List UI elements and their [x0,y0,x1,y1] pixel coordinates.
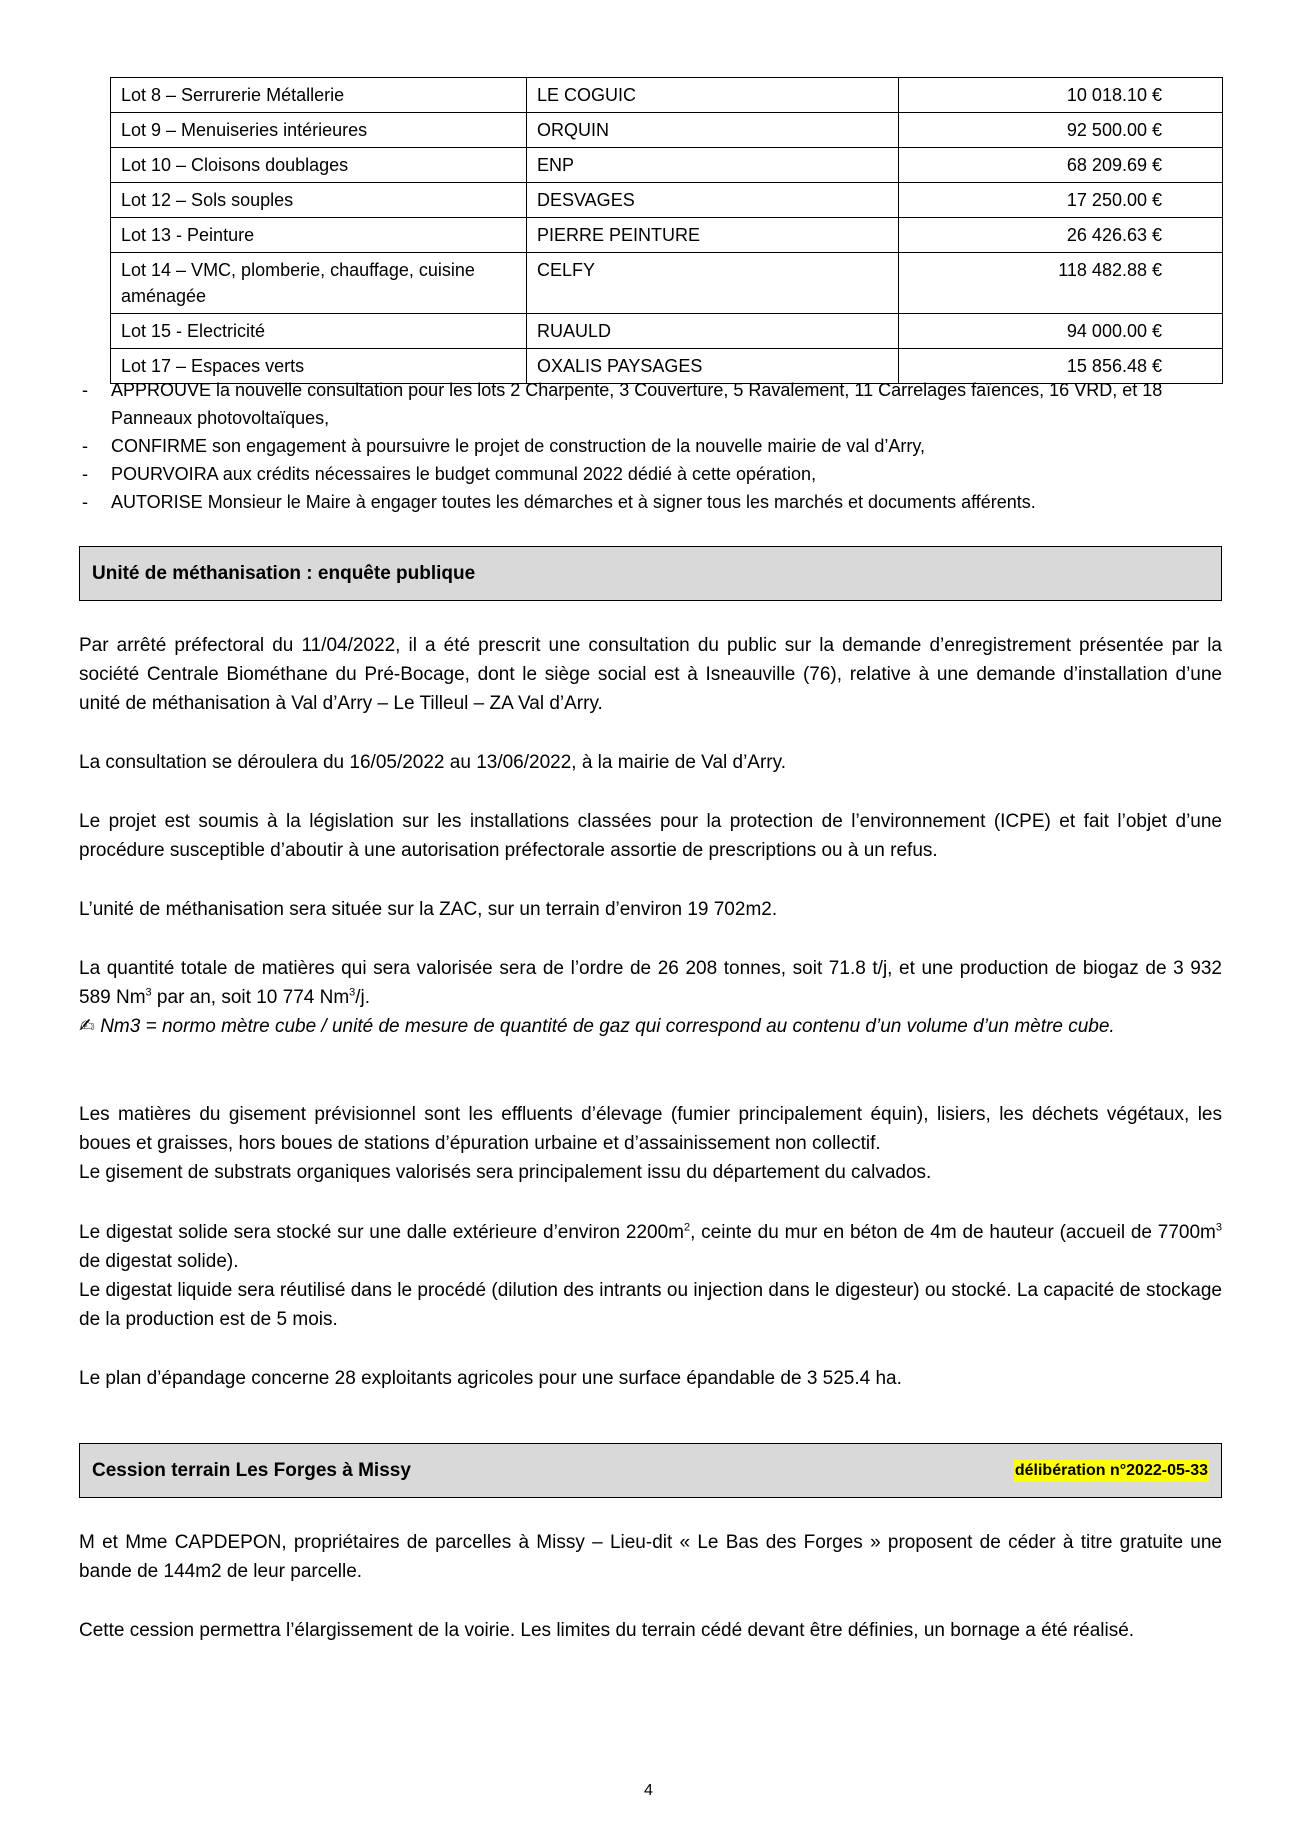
decisions-list [82,376,1227,516]
lot-cell: Lot 15 - Electricité [111,314,527,349]
text-run: Le digestat solide sera stocké sur une dalle extérieure d’environ 2200m [79,1222,684,1243]
paragraph-digestat [79,1218,1222,1334]
section-title: Unité de méthanisation : enquête publique [92,562,476,584]
company-cell: ENP [527,148,899,183]
text-run: La quantité totale de matières qui sera valorisée sera de l’ordre de 26 208 tonnes, soit 71.8 t/j, et une production de biogaz de 3 932 589 Nm [79,958,1222,1008]
text-run: par an, soit 10 774 Nm [151,987,350,1008]
amount-cell: 15 856.48 € [899,349,1223,384]
lot-cell: Lot 8 – Serrurerie Métallerie [111,78,527,113]
list-marker: - [82,492,88,512]
page-number: 4 [644,1782,653,1799]
text-run: de digestat solide). [79,1251,239,1272]
lots-table [110,77,1223,384]
table-row [111,78,1223,113]
list-marker: - [82,436,88,456]
note-nm3: ✍ Nm3 = normo mètre cube / unité de mesure de quantité de gaz qui correspond au contenu d’un volume d’un mètre cube. [79,1016,1115,1037]
lots-table-body [111,78,1223,384]
paragraph-biogaz [79,954,1222,1041]
text-run: /j. [355,987,371,1008]
table-row [111,183,1223,218]
company-cell: DESVAGES [527,183,899,218]
decision-item [82,376,1227,432]
table-row [111,148,1223,183]
paragraph: M et Mme CAPDEPON, propriétaires de parcelles à Missy – Lieu-dit « Le Bas des Forges » proposent de céder à titre gratuite une bande de 144m2 de leur parcelle. [79,1532,1222,1582]
amount-cell: 68 209.69 € [899,148,1223,183]
list-marker: - [82,380,88,400]
table-row [111,113,1223,148]
amount-cell: 94 000.00 € [899,314,1223,349]
decision-item [82,488,1227,516]
paragraph: Cette cession permettra l’élargissement de la voirie. Les limites du terrain cédé devant être définies, un bornage a été réalisé. [79,1620,1135,1641]
superscript: 2 [683,1221,691,1234]
company-cell: PIERRE PEINTURE [527,218,899,253]
company-cell: CELFY [527,253,899,314]
table-row [111,314,1223,349]
company-cell: LE COGUIC [527,78,899,113]
deliberation-number: délibération n°2022-05-33 [1014,1460,1209,1482]
paragraph: Le projet est soumis à la législation sur les installations classées pour la protection de l’environnement (ICPE) et fait l’objet d’une procédure susceptible d’aboutir à une autorisation préfectorale assortie de prescriptions ou à un refus. [79,811,1222,861]
superscript: 3 [1215,1221,1222,1234]
amount-cell: 92 500.00 € [899,113,1223,148]
decision-text: CONFIRME son engagement à poursuivre le projet de construction de la nouvelle mairie de val d’Arry, [111,436,926,456]
company-cell: ORQUIN [527,113,899,148]
paragraph: L’unité de méthanisation sera située sur la ZAC, sur un terrain d’environ 19 702m2. [79,899,778,920]
text-run: Le digestat liquide sera réutilisé dans le procédé (dilution des intrants ou injection dans le digesteur) ou stocké. La capacité de stockage de la production est de 5 mois. [79,1280,1222,1330]
text-run: Le gisement de substrats organiques valorisés sera principalement issu du département du calvados. [79,1162,932,1183]
decision-item [82,460,1227,488]
decision-item [82,432,1227,460]
section-header-cession [79,1443,1222,1498]
table-row [111,253,1223,314]
decision-text: POURVOIRA aux crédits nécessaires le budget communal 2022 dédié à cette opération, [111,464,817,484]
lot-cell: Lot 9 – Menuiseries intérieures [111,113,527,148]
section-title: Cession terrain Les Forges à Missy [92,1459,411,1481]
amount-cell: 118 482.88 € [899,253,1223,314]
decision-text: AUTORISE Monsieur le Maire à engager toutes les démarches et à signer tous les marchés et documents afférents. [111,492,1036,512]
company-cell: RUAULD [527,314,899,349]
paragraph-gisement [79,1100,1222,1187]
decision-text: APPROUVE la nouvelle consultation pour les lots 2 Charpente, 3 Couverture, 5 Ravalement, 11 Carrelages faïences, 16 VRD, et 18 Panneaux photovoltaïques, [111,380,1163,428]
section-header-methanisation [79,546,1222,601]
lot-cell: Lot 10 – Cloisons doublages [111,148,527,183]
superscript: 3 [145,986,152,999]
table-row [111,218,1223,253]
superscript: 3 [349,986,356,999]
lot-cell: Lot 13 - Peinture [111,218,527,253]
text-run: Les matières du gisement prévisionnel sont les effluents d’élevage (fumier principalement équin), lisiers, les déchets végétaux, les boues et graisses, hors boues de stations d’épuration urbaine et d’assainissement non collectif. [79,1104,1222,1154]
paragraph: Par arrêté préfectoral du 11/04/2022, il a été prescrit une consultation du public sur la demande d’enregistrement présentée par la société Centrale Biométhane du Pré-Bocage, dont le siège social est à Isneauville (76), relative à une demande d’installation d’une unité de méthanisation à Val d’Arry – Le Tilleul – ZA Val d’Arry. [79,635,1222,714]
paragraph: Le plan d’épandage concerne 28 exploitants agricoles pour une surface épandable de 3 525.4 ha. [79,1368,902,1389]
lot-cell: Lot 17 – Espaces verts [111,349,527,384]
list-marker: - [82,464,88,484]
company-cell: OXALIS PAYSAGES [527,349,899,384]
lot-cell: Lot 12 – Sols souples [111,183,527,218]
paragraph: La consultation se déroulera du 16/05/2022 au 13/06/2022, à la mairie de Val d’Arry. [79,752,786,773]
text-run: , ceinte du mur en béton de 4m de hauteur (accueil de 7700m [690,1222,1216,1243]
amount-cell: 10 018.10 € [899,78,1223,113]
lot-cell: Lot 14 – VMC, plomberie, chauffage, cuisine aménagée [111,253,527,314]
amount-cell: 26 426.63 € [899,218,1223,253]
amount-cell: 17 250.00 € [899,183,1223,218]
